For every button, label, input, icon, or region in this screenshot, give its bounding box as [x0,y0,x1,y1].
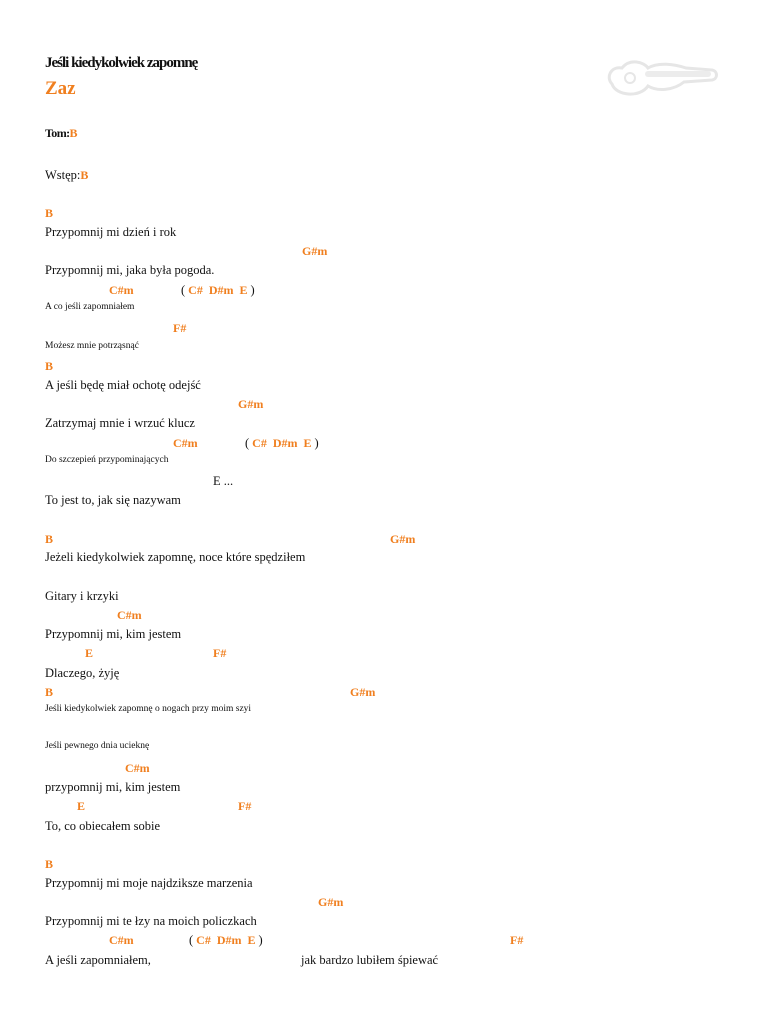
chord[interactable]: G#m [238,397,264,411]
lyric-line: Dlaczego, żyję [45,666,120,680]
lyric-line: Przypomnij mi dzień i rok [45,225,177,239]
lyric-line: jak bardzo lubiłem śpiewać [301,953,439,967]
chord[interactable]: C# [188,283,203,297]
lyric-line: Zatrzymaj mnie i wrzuć klucz [45,416,195,430]
lyric-line: Jeśli pewnego dnia ucieknę [45,741,150,751]
lyric-line: Jeśli kiedykolwiek zapomnę o nogach przy moim szyi [45,704,252,714]
chord[interactable]: G#m [318,895,344,909]
key-value[interactable]: B [69,126,77,140]
chord[interactable]: D#m [208,283,234,297]
intro-line [45,168,88,183]
chord[interactable]: D#m [216,933,242,947]
chord[interactable]: C# [196,933,211,947]
chord[interactable]: C#m [173,436,198,450]
chord-group: ( C# D#m E ) [189,933,263,947]
lyric-line: Przypomnij mi te łzy na moich policzkach [45,914,257,928]
chord[interactable]: C# [252,436,267,450]
chord[interactable]: E [77,799,86,813]
chord[interactable]: F# [173,321,187,335]
chord[interactable]: B [45,206,54,220]
chord[interactable]: G#m [350,685,376,699]
key-line [45,126,77,141]
lyric-line: Przypomnij mi moje najdziksze marzenia [45,876,253,890]
chord[interactable]: C#m [109,283,134,297]
chord[interactable]: C#m [125,761,150,775]
lyric-line: Przypomnij mi, jaka była pogoda. [45,263,215,277]
chord-text[interactable]: E ... [213,474,234,488]
lyric-line: A jeśli zapomniałem, [45,953,151,967]
chord[interactable]: F# [238,799,252,813]
chord-group: ( C# D#m E ) [245,436,319,450]
chord[interactable]: B [45,857,54,871]
lyric-line: Jeżeli kiedykolwiek zapomnę, noce które spędziłem [45,550,306,564]
chord[interactable]: E [247,933,256,947]
lyric-line: To, co obiecałem sobie [45,819,161,833]
chord[interactable]: C#m [117,608,142,622]
lyric-line: A jeśli będę miał ochotę odejść [45,378,201,392]
lyric-line: Możesz mnie potrząsnąć [45,341,139,351]
chord[interactable]: F# [510,933,524,947]
lyric-line: To jest to, jak się nazywam [45,493,181,507]
song-title: Jeśli kiedykolwiek zapomnę [45,55,198,71]
intro-label: Wstęp: [45,168,81,182]
chord[interactable]: D#m [272,436,298,450]
chord[interactable]: E [85,646,94,660]
chord[interactable]: B [45,685,54,699]
chord[interactable]: G#m [302,244,328,258]
chord[interactable]: G#m [390,532,416,546]
lyric-line: Przypomnij mi, kim jestem [45,627,182,641]
chord[interactable]: C#m [109,933,134,947]
lyric-line: Gitary i krzyki [45,589,119,603]
lyric-line: A co jeśli zapomniałem [45,302,135,312]
intro-chord[interactable]: B [80,168,89,182]
chord-group: ( C# D#m E ) [181,283,255,297]
chord[interactable]: B [45,359,54,373]
chord[interactable]: B [45,532,54,546]
guitar-logo-icon [604,46,720,104]
artist-name[interactable]: Zaz [45,78,76,99]
key-label: Tom: [45,126,70,140]
chord[interactable]: E [239,283,248,297]
lyric-line: przypomnij mi, kim jestem [45,780,181,794]
chord[interactable]: E [303,436,312,450]
chord[interactable]: F# [213,646,227,660]
lyric-line: Do szczepień przypominających [45,455,169,465]
